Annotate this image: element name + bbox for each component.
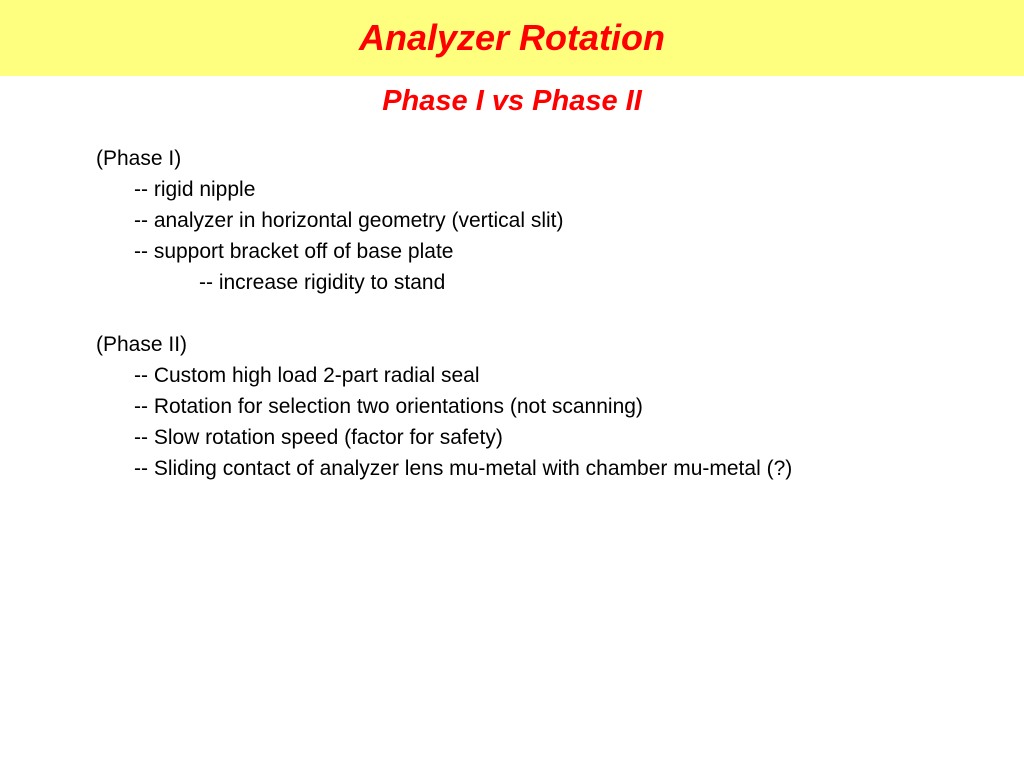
phase2-heading: (Phase II) — [96, 333, 188, 356]
phase1-item: -- analyzer in horizontal geometry (vertical slit) — [134, 209, 564, 232]
phase2-item: -- Custom high load 2-part radial seal — [134, 364, 480, 387]
phase1-heading: (Phase I) — [96, 147, 182, 170]
phase2-item: -- Rotation for selection two orientations (not scanning) — [134, 395, 643, 418]
slide-body — [96, 143, 996, 484]
phase1-item: -- support bracket off of base plate — [134, 240, 454, 263]
phase1-subitem: -- increase rigidity to stand — [199, 271, 446, 294]
phase1-item: -- rigid nipple — [134, 178, 256, 201]
phase2-item: -- Slow rotation speed (factor for safety) — [134, 426, 503, 449]
phase2-item: -- Sliding contact of analyzer lens mu-metal with chamber mu-metal (?) — [134, 457, 793, 480]
spacer — [96, 298, 996, 329]
slide-subtitle: Phase I vs Phase II — [382, 85, 642, 117]
slide-title: Analyzer Rotation — [358, 17, 666, 58]
